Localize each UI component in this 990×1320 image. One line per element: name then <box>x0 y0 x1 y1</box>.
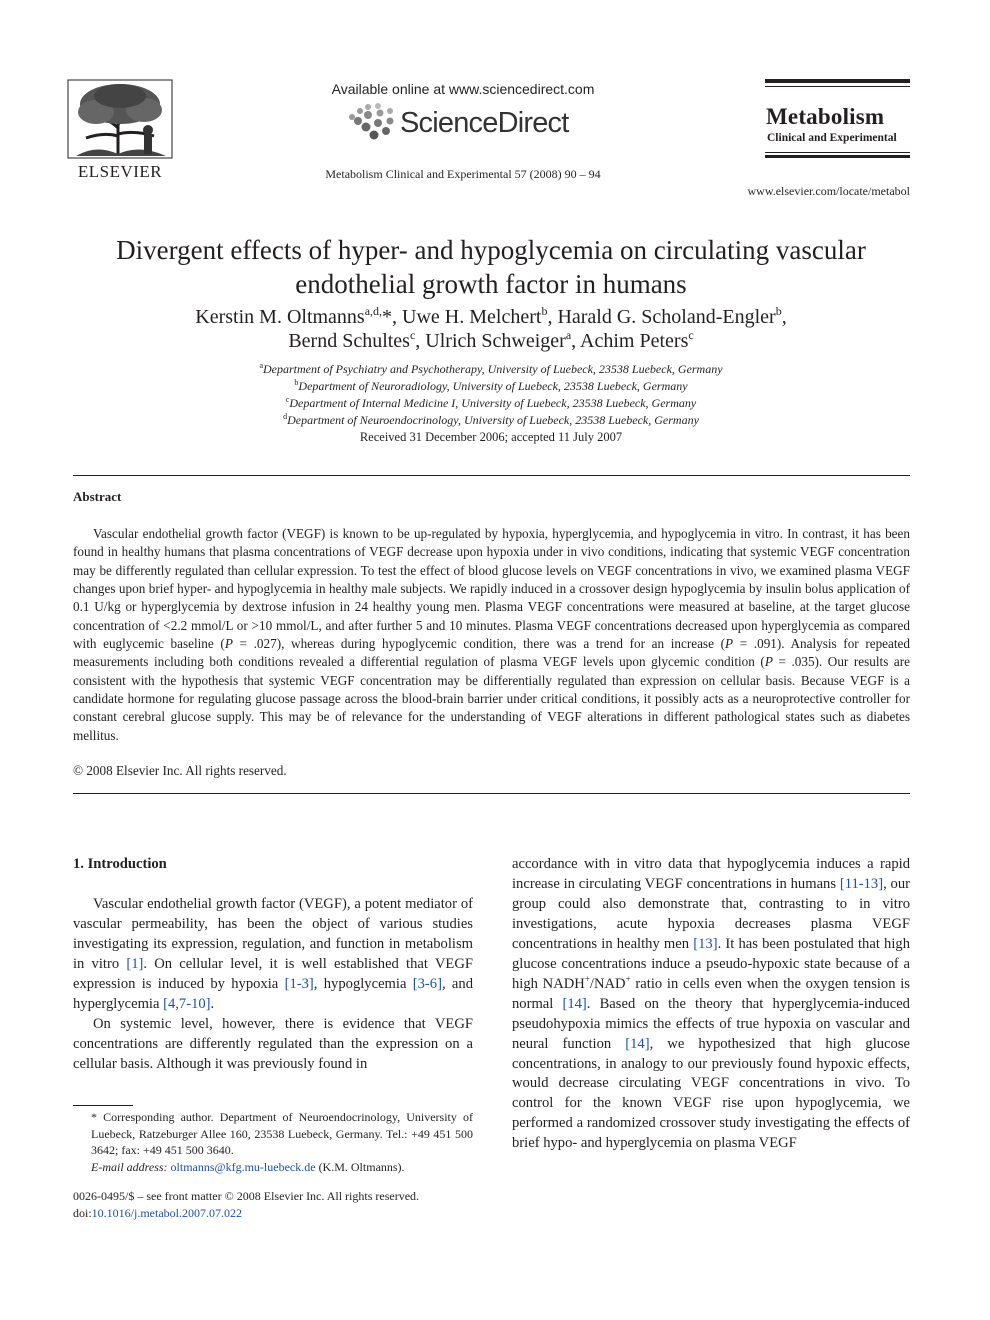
abstract-copyright: © 2008 Elsevier Inc. All rights reserved. <box>73 763 287 778</box>
corresponding-mark[interactable]: * <box>382 306 393 328</box>
journal-rule-bottom-thin <box>765 152 910 153</box>
abstract-text-2: = .027), whereas during hypoglycemic condition, there was a trend for an increase ( <box>232 636 725 652</box>
affiliation-text: Department of Internal Medicine I, University of Luebeck, 23538 Luebeck, Germany <box>289 396 697 410</box>
abstract-text-4: = .035). Our results are consistent with the hypothesis that systemic VEGF concentration may be differentially regulated than expression on cellular basis. Because VEGF is a candidate hormone for regulating glucose passage across the blood-brain barrier under critical conditions, it possibly acts as a neuroprotective controller for constant cerebral glucose supply. This may be of relevance for the understanding of VEGF alterations in different pathological states such as diabetes mellitus. <box>73 654 910 743</box>
citation-link[interactable]: [1] <box>126 955 144 972</box>
right-column <box>512 855 910 1154</box>
journal-url[interactable]: www.elsevier.com/locate/metabol <box>747 184 910 198</box>
affiliation-item <box>60 395 922 412</box>
body-text: , our group could also demonstrate that, contrasting to in vitro investigations, acute hypoxia decreases plasma VEGF concentrations in healthy men <box>512 875 910 952</box>
abstract-body <box>73 525 910 745</box>
author-affil-sup: b <box>541 304 548 318</box>
issn-line: 0026-0495/$ – see front matter © 2008 Elsevier Inc. All rights reserved. <box>73 1189 420 1203</box>
corresponding-author-note: * Corresponding author. Department of Neuroendocrinology, University of Luebeck, Ratzeburger Allee 160, 23538 Luebeck, Germany. Tel.: +49 451 500 3642; fax: +49 451 500 3640. <box>91 1110 473 1157</box>
author-separator: , <box>571 330 581 352</box>
author-line-1 <box>60 305 922 329</box>
email-line <box>73 1159 473 1176</box>
affiliation-item <box>60 378 922 395</box>
received-dates: Received 31 December 2006; accepted 11 July 2007 <box>359 430 623 444</box>
email-label: E-mail address: <box>91 1159 168 1174</box>
affiliation-sup: c <box>285 395 290 404</box>
doi-label: doi: <box>73 1206 92 1220</box>
journal-title: Metabolism <box>766 104 885 129</box>
superscript: + <box>584 973 590 984</box>
author-name[interactable]: Achim Peters <box>580 330 689 352</box>
body-text: . <box>210 995 215 1012</box>
elsevier-logo[interactable] <box>66 78 174 182</box>
left-column <box>73 855 473 1075</box>
doi-line <box>73 1205 493 1222</box>
journal-rule-top <box>765 79 910 83</box>
section-heading: 1. Introduction <box>73 856 167 872</box>
available-online-text: Available online at www.sciencedirect.com <box>331 81 595 97</box>
corresponding-footnote <box>73 1109 473 1175</box>
affiliation-item <box>60 412 922 429</box>
author-name[interactable]: Harald G. Scholand-Engler <box>557 306 776 328</box>
citation-link[interactable]: [1-3] <box>284 975 314 992</box>
body-text: /NAD <box>589 975 626 992</box>
affiliation-sup: a <box>259 361 263 370</box>
p-value-label: P <box>224 636 233 652</box>
abstract-rule-bottom <box>73 793 910 794</box>
author-affil-sup: a <box>565 328 572 342</box>
article-title <box>60 233 922 301</box>
abstract-text-1: Vascular endothelial growth factor (VEGF) is known to be up-regulated by hypoxia, hyperglycemia, and hypoglycemia in vitro. In contrast, it has been found in healthy humans that plasma concentrations of VEGF decrease upon hypoxia under in vivo conditions, indicating that systemic VEGF concentration may be differently regulated than cellular expression. To test the effect of blood glucose levels on VEGF concentrations in vivo, we examined plasma VEGF changes upon brief hyper- and hypoglycemia in healthy male subjects. We rapidly induced in a crossover design hypoglycemia by insulin bolus application of 0.1 U/kg or hyperglycemia by dextrose infusion in 24 healthy young men. Plasma VEGF concentrations were measured at baseline, at the target glucose concentration of <2.2 mmol/L or >10 mmol/L, and after further 5 and 10 minutes. Plasma VEGF concentrations decreased upon hyperglycemia as compared with euglycemic baseline ( <box>73 526 910 652</box>
sciencedirect-dots-icon <box>344 103 400 141</box>
elsevier-tree-icon <box>66 78 174 160</box>
title-line-1: Divergent effects of hyper- and hypoglycemia on circulating vascular <box>116 235 866 265</box>
body-text: . It has been postulated that high glucose concentrations induce a pseudo-hypoxic state because of a high NADH <box>512 935 910 992</box>
body-text: , we hypothesized that high glucose concentrations, in analogy to our previously found hypoxic effects, would decrease circulating VEGF concentrations in vivo. To control for the known VEGF rise upon hypoglycemia, we performed a randomized crossover study investigating the effects of brief hypo- and hyperglycemia on plasma VEGF <box>512 1035 910 1152</box>
citation-link[interactable]: [4,7-10] <box>163 995 211 1012</box>
body-text: , hypoglycemia <box>313 975 413 992</box>
abstract-heading: Abstract <box>73 489 122 504</box>
p-value-label: P <box>764 654 773 670</box>
title-line-2: endothelial growth factor in humans <box>295 269 687 299</box>
author-affil-sup: c <box>688 328 694 342</box>
author-affil-sup: b <box>775 304 782 318</box>
body-text: , and hyperglycemia <box>73 975 473 1012</box>
doi-link[interactable]: 10.1016/j.metabol.2007.07.022 <box>91 1206 242 1220</box>
abstract-text-3: = .091). Analysis for repeated measurements including both conditions revealed a differential regulation of plasma VEGF levels upon glycemic condition ( <box>73 636 911 670</box>
citation-link[interactable]: [11-13] <box>839 875 884 892</box>
affiliation-list <box>60 361 922 429</box>
intro-paragraph-continued <box>512 855 910 1154</box>
affiliation-item <box>60 361 922 378</box>
author-separator: , <box>392 306 403 328</box>
author-list <box>60 305 922 353</box>
body-text: Vascular endothelial growth factor (VEGF), a potent mediator of vascular permeability, has been the object of various studies investigating its expression, regulation, and function in metabolism in vitro <box>73 895 473 972</box>
sciencedirect-logo[interactable] <box>344 103 584 143</box>
author-affil-sup: c <box>409 328 416 342</box>
footnote-rule <box>73 1105 133 1106</box>
body-text: ratio in cells even when the oxygen tension is normal <box>512 975 910 1012</box>
citation-link[interactable]: [13] <box>693 935 718 952</box>
author-line-2 <box>60 329 922 353</box>
email-tail: (K.M. Oltmanns). <box>315 1159 405 1174</box>
page-header <box>0 0 990 210</box>
author-name[interactable]: Uwe H. Melchert <box>402 306 542 328</box>
affiliation-sup: d <box>283 412 288 421</box>
citation-link[interactable]: [14] <box>562 995 587 1012</box>
author-separator: , <box>415 330 426 352</box>
sciencedirect-wordmark: ScienceDirect <box>400 107 569 139</box>
affiliation-text: Department of Neuroendocrinology, University of Luebeck, 23538 Luebeck, Germany <box>287 413 699 427</box>
author-name[interactable]: Ulrich Schweiger <box>425 330 566 352</box>
body-text: . On cellular level, it is well established that VEGF expression is induced by hypoxia <box>73 955 473 992</box>
affiliation-text: Department of Psychiatry and Psychotherapy, University of Luebeck, 23538 Luebeck, Germany <box>263 362 723 376</box>
citation-link[interactable]: [3-6] <box>412 975 442 992</box>
abstract-rule-top <box>73 475 910 476</box>
journal-subtitle: Clinical and Experimental <box>767 132 897 144</box>
body-text: accordance with in vitro data that hypoglycemia induces a rapid increase in circulating VEGF concentrations in humans <box>512 856 910 892</box>
journal-rule-bottom <box>765 155 910 158</box>
author-separator: , <box>547 306 558 328</box>
author-name[interactable]: Bernd Schultes <box>288 330 410 352</box>
author-name[interactable]: Kerstin M. Oltmanns <box>195 306 365 328</box>
issn-doi-block <box>73 1188 493 1222</box>
intro-paragraph-1 <box>73 895 473 1015</box>
body-text: . Based on the theory that hyperglycemia-induced pseudohypoxia mimics the effects of true hypoxia on vascular and neural function <box>512 995 910 1052</box>
author-affil-sup: a,d, <box>364 304 383 318</box>
elsevier-wordmark: ELSEVIER <box>77 162 163 181</box>
superscript: + <box>625 973 631 984</box>
p-value-label: P <box>724 636 734 652</box>
journal-citation: Metabolism Clinical and Experimental 57 (2008) 90 – 94 <box>325 167 601 181</box>
email-link[interactable]: oltmanns@kfg.mu-luebeck.de <box>170 1159 316 1174</box>
journal-rule-top-thin <box>765 86 910 87</box>
abstract-paragraph <box>73 525 910 745</box>
affiliation-text: Department of Neuroradiology, University of Luebeck, 23538 Luebeck, Germany <box>298 379 688 393</box>
affiliation-sup: b <box>294 378 299 387</box>
citation-link[interactable]: [14] <box>625 1035 650 1052</box>
intro-paragraph-2: On systemic level, however, there is evidence that VEGF concentrations are differently regulated than the expression on a cellular basis. Although it was previously found in <box>73 1015 473 1072</box>
author-separator: , <box>781 306 787 328</box>
